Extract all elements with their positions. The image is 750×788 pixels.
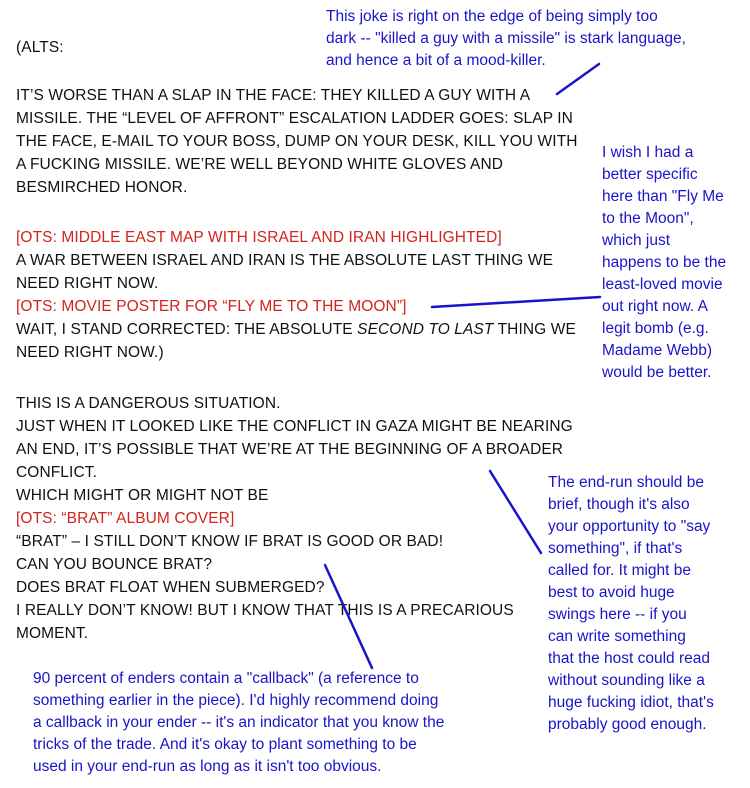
note-line: would be better. [602,364,712,381]
script-line: I REALLY DON’T KNOW! BUT I KNOW THAT THIS IS A PRECARIOUS [16,602,514,619]
note-line: which just [602,232,671,249]
note-line: I wish I had a [602,144,694,161]
emphasized-text: SECOND TO LAST [357,321,494,338]
script-line: CAN YOU BOUNCE BRAT? [16,556,213,573]
note-line: to the Moon", [602,210,694,227]
script-line: NEED RIGHT NOW.) [16,344,164,361]
ots-cue: [OTS: “BRAT” ALBUM COVER] [16,510,235,527]
script-line: (ALTS: [16,39,64,56]
note-line: least-loved movie [602,276,723,293]
script-line: NEED RIGHT NOW. [16,275,159,292]
arrow-callback [325,565,372,668]
note-line: legit bomb (e.g. [602,320,709,337]
note-line: better specific [602,166,698,183]
note-line: your opportunity to "say [548,518,711,535]
script-line: DOES BRAT FLOAT WHEN SUBMERGED? [16,579,325,596]
script-line: JUST WHEN IT LOOKED LIKE THE CONFLICT IN GAZA MIGHT BE NEARING [16,418,573,435]
script-line: A FUCKING MISSILE. WE’RE WELL BEYOND WHITE GLOVES AND [16,156,504,173]
note-line: dark -- "killed a guy with a missile" is stark language, [326,30,686,47]
arrow-end-run [490,471,541,553]
note-line: This joke is right on the edge of being simply too [326,8,658,25]
arrow-fly-me [432,297,600,307]
script-line: THE FACE, E-MAIL TO YOUR BOSS, DUMP ON YOUR DESK, KILL YOU WITH [16,133,578,150]
note-line: without sounding like a [548,672,705,689]
note-line: 90 percent of enders contain a "callback" (a reference to [33,670,419,687]
note-line: probably good enough. [548,716,707,733]
note-line: used in your end-run as long as it isn't too obvious. [33,758,382,775]
ots-cue: [OTS: MIDDLE EAST MAP WITH ISRAEL AND IRAN HIGHLIGHTED] [16,229,502,246]
script-line: MOMENT. [16,625,89,642]
script-line: AN END, IT’S POSSIBLE THAT WE’RE AT THE BEGINNING OF A BROADER [16,441,564,458]
note-line: The end-run should be [548,474,704,491]
note-line: something earlier in the piece). I'd highly recommend doing [33,692,439,709]
script-line: MISSILE. THE “LEVEL OF AFFRONT” ESCALATION LADDER GOES: SLAP IN [16,110,573,127]
script-line: THIS IS A DANGEROUS SITUATION. [16,395,281,412]
note-line: swings here -- if you [548,606,687,623]
note-line: best to avoid huge [548,584,675,601]
script-text-segment: THING WE [493,321,576,338]
note-line: that the host could read [548,650,711,667]
note-line: out right now. A [602,298,708,315]
script-line: CONFLICT. [16,464,97,481]
note-line: a callback in your ender -- it's an indicator that you know the [33,714,445,731]
note-line: Madame Webb) [602,342,712,359]
script-line: BESMIRCHED HONOR. [16,179,188,196]
note-line: called for. It might be [548,562,692,579]
note-line: here than "Fly Me [602,188,724,205]
note-line: and hence a bit of a mood-killer. [326,52,546,69]
note-line: brief, though it's also [548,496,690,513]
script-text-segment: WAIT, I STAND CORRECTED: THE ABSOLUTE [16,321,358,338]
script-line: WHICH MIGHT OR MIGHT NOT BE [16,487,269,504]
arrow-dark-joke [557,64,599,94]
note-line: something", if that's [548,540,683,557]
note-line: happens to be the [602,254,727,271]
note-line: can write something [548,628,686,645]
script-line: IT’S WORSE THAN A SLAP IN THE FACE: THEY KILLED A GUY WITH A [16,87,531,104]
ots-cue: [OTS: MOVIE POSTER FOR “FLY ME TO THE MOON”] [16,298,407,315]
script-line: A WAR BETWEEN ISRAEL AND IRAN IS THE ABSOLUTE LAST THING WE [16,252,554,269]
note-line: huge fucking idiot, that's [548,694,714,711]
note-line: tricks of the trade. And it's okay to plant something to be [33,736,417,753]
script-line: “BRAT” – I STILL DON’T KNOW IF BRAT IS GOOD OR BAD! [16,533,444,550]
